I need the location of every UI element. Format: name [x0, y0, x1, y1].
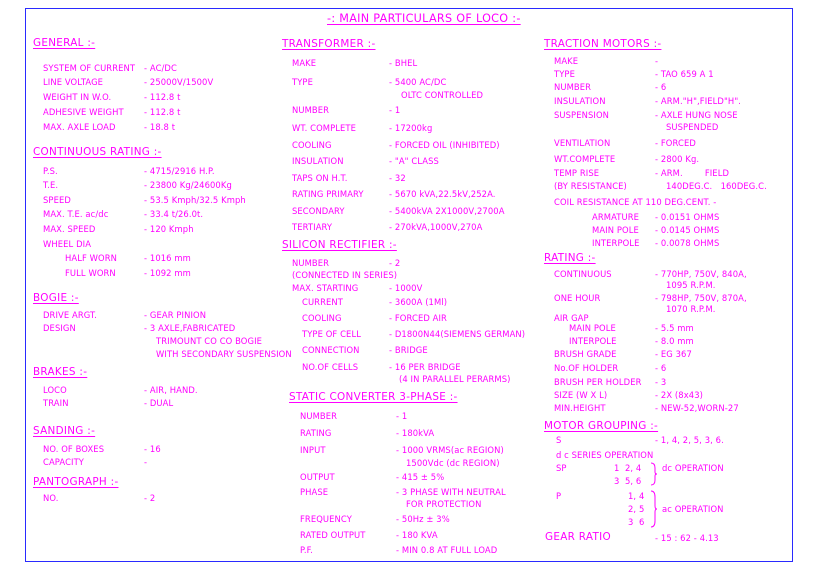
rating-value: - 770HP, 750V, 840A,	[655, 269, 747, 279]
sanding-heading: SANDING :-	[33, 425, 96, 437]
rating-value: - EG 367	[655, 349, 692, 359]
bogie-value: TRIMOUNT CO CO BOGIE	[156, 336, 263, 346]
coil-label: MAIN POLE	[592, 225, 639, 235]
general-label: SYSTEM OF CURRENT	[43, 63, 136, 73]
rating-value: - 3	[655, 377, 667, 387]
transformer-label: TYPE	[292, 77, 313, 87]
transformer-label: SECONDARY	[292, 206, 345, 216]
grouping-p-label: P	[556, 491, 562, 501]
rating-label: ONE HOUR	[554, 293, 601, 303]
transformer-label: WT. COMPLETE	[292, 123, 357, 133]
brakes-label: TRAIN	[43, 398, 69, 408]
transformer-value: - FORCED OIL (INHIBITED)	[389, 140, 500, 150]
transformer-value: - 1	[389, 105, 401, 115]
traction-value: - 6	[655, 82, 667, 92]
rating-value: - 8.0 mm	[655, 336, 694, 346]
converter-label: RATED OUTPUT	[300, 530, 366, 540]
transformer-value: - 5400 AC/DC	[389, 77, 447, 87]
general-value: - 112.8 t	[144, 107, 181, 117]
rectifier-label: COOLING	[302, 313, 342, 323]
transformer-value: - "A" CLASS	[389, 156, 439, 166]
coil-value: - 0.0151 OHMS	[655, 212, 720, 222]
continuous-rating-label: T.E.	[43, 180, 59, 190]
continuous-rating-value: - 120 Kmph	[144, 224, 194, 234]
bogie-value: WITH SECONDARY SUSPENSION	[156, 349, 292, 359]
rating-label: SIZE (W X L)	[554, 390, 608, 400]
rating-label: MIN.HEIGHT	[554, 403, 606, 413]
converter-label: PHASE	[300, 487, 329, 497]
converter-label: NUMBER	[300, 411, 338, 421]
rectifier-label: TYPE OF CELL	[302, 329, 361, 339]
continuous-rating-heading: CONTINUOUS RATING :-	[33, 146, 162, 158]
general-value: - AC/DC	[144, 63, 177, 73]
p-operation-label: ac OPERATION	[662, 504, 724, 514]
continuous-rating-label: SPEED	[43, 195, 71, 205]
traction-label: NUMBER	[554, 82, 592, 92]
transformer-value: - BHEL	[389, 58, 418, 68]
continuous-rating-value: - 4715/2916 H.P.	[144, 166, 215, 176]
sp-operation-label: dc OPERATION	[662, 463, 724, 473]
bogie-heading: BOGIE :-	[33, 292, 79, 304]
general-label: WEIGHT IN W.O.	[43, 92, 112, 102]
coil-resistance-label: COIL RESISTANCE AT 110 DEG.CENT. -	[554, 197, 717, 207]
coil-label: INTERPOLE	[592, 238, 640, 248]
rectifier-label: CONNECTION	[302, 345, 360, 355]
wheel-dia-label: WHEEL DIA	[43, 239, 92, 249]
continuous-rating-label: MAX. T.E. ac/dc	[43, 209, 109, 219]
converter-value: - MIN 0.8 AT FULL LOAD	[396, 545, 498, 555]
traction-value: - 2800 Kg.	[655, 154, 700, 164]
rectifier-value: (4 IN PARALLEL PERARMS)	[399, 374, 511, 384]
traction-label: TYPE	[554, 69, 575, 79]
rating-label: CONTINUOUS	[554, 269, 612, 279]
converter-value: - 1000 VRMS(ac REGION)	[396, 445, 504, 455]
continuous-rating-value: - 53.5 Kmph/32.5 Kmph	[144, 195, 246, 205]
traction-value: SUSPENDED	[666, 122, 719, 132]
rating-value: 1070 R.P.M.	[666, 304, 716, 314]
rectifier-value: - D1800N44(SIEMENS GERMAN)	[389, 329, 526, 339]
rating-value: - 6	[655, 363, 667, 373]
pantograph-value: - 2	[144, 493, 156, 503]
converter-label: RATING	[300, 428, 332, 438]
rating-label: MAIN POLE	[569, 323, 616, 333]
converter-value: - 3 PHASE WITH NEUTRAL	[396, 487, 506, 497]
traction-label: INSULATION	[554, 96, 606, 106]
silicon-rectifier-heading: SILICON RECTIFIER :-	[282, 239, 397, 251]
rectifier-label: (CONNECTED IN SERIES)	[292, 270, 398, 280]
coil-value: - 0.0145 OHMS	[655, 225, 720, 235]
converter-label: INPUT	[300, 445, 326, 455]
grouping-p-line: 1, 4	[628, 491, 645, 501]
rating-value: - 2X (8x43)	[655, 390, 703, 400]
grouping-sp-line: 3 5, 6	[614, 476, 642, 486]
rectifier-label: CURRENT	[302, 297, 343, 307]
pantograph-heading: PANTOGRAPH :-	[33, 476, 119, 488]
transformer-value: - 5670 kVA,22.5kV,252A.	[389, 189, 496, 199]
continuous-rating-value: - 33.4 t/26.0t.	[144, 209, 204, 219]
rectifier-label: NUMBER	[292, 258, 330, 268]
converter-label: OUTPUT	[300, 472, 335, 482]
transformer-value: - 17200kg	[389, 123, 433, 133]
bogie-value: - GEAR PINION	[144, 310, 207, 320]
rating-value: - 798HP, 750V, 870A,	[655, 293, 747, 303]
wheel-dia-label: FULL WORN	[65, 268, 116, 278]
rectifier-label: MAX. STARTING	[292, 283, 359, 293]
traction-value: - FORCED	[655, 138, 696, 148]
wheel-dia-value: - 1092 mm	[144, 268, 191, 278]
grouping-sp-label: SP	[556, 463, 567, 473]
sp-brace	[650, 462, 658, 486]
general-label: MAX. AXLE LOAD	[43, 122, 116, 132]
wheel-dia-value: - 1016 mm	[144, 253, 191, 263]
pantograph-label: NO.	[43, 493, 59, 503]
brakes-value: - AIR, HAND.	[144, 385, 198, 395]
grouping-s-value: - 1, 4, 2, 5, 3, 6.	[655, 435, 724, 445]
converter-label: P.F.	[300, 545, 313, 555]
sanding-label: NO. OF BOXES	[43, 444, 105, 454]
brakes-heading: BRAKES :-	[33, 366, 88, 378]
transformer-value: - 270kVA,1000V,270A	[389, 222, 483, 232]
converter-value: - 415 ± 5%	[396, 472, 445, 482]
sanding-value: - 16	[144, 444, 161, 454]
traction-value: - TAO 659 A 1	[655, 69, 714, 79]
page-title: -: MAIN PARTICULARS OF LOCO :-	[327, 12, 521, 25]
general-value: - 18.8 t	[144, 122, 176, 132]
grouping-p-line: 3 6	[628, 517, 645, 527]
traction-value: -	[655, 56, 659, 66]
motor-grouping-heading: MOTOR GROUPING :-	[544, 420, 659, 432]
transformer-value: OLTC CONTROLLED	[401, 90, 484, 100]
bogie-label: DESIGN	[43, 323, 76, 333]
rating-value: - 5.5 mm	[655, 323, 694, 333]
rating-label: BRUSH PER HOLDER	[554, 377, 642, 387]
traction-label: VENTILATION	[554, 138, 611, 148]
general-heading: GENERAL :-	[33, 37, 96, 49]
static-converter-heading: STATIC CONVERTER 3-PHASE :-	[289, 391, 458, 403]
transformer-label: MAKE	[292, 58, 317, 68]
general-label: LINE VOLTAGE	[43, 77, 104, 87]
coil-value: - 0.0078 OHMS	[655, 238, 720, 248]
traction-value: - AXLE HUNG NOSE	[655, 110, 738, 120]
continuous-rating-label: P.S.	[43, 166, 58, 176]
gear-ratio-value: - 15 : 62 - 4.13	[655, 533, 719, 543]
rating-label: No.OF HOLDER	[554, 363, 619, 373]
sanding-value: -	[144, 457, 148, 467]
rating-value: - NEW-52,WORN-27	[655, 403, 739, 413]
bogie-value: - 3 AXLE,FABRICATED	[144, 323, 236, 333]
rating-heading: RATING :-	[544, 252, 596, 264]
rectifier-value: - BRIDGE	[389, 345, 428, 355]
traction-value: 140DEG.C. 160DEG.C.	[666, 181, 767, 191]
transformer-label: RATING PRIMARY	[292, 189, 364, 199]
converter-value: - 50Hz ± 3%	[396, 514, 450, 524]
transformer-label: TERTIARY	[292, 222, 333, 232]
traction-label: MAKE	[554, 56, 579, 66]
rectifier-value: - 16 PER BRIDGE	[389, 362, 461, 372]
rectifier-value: - FORCED AIR	[389, 313, 447, 323]
rectifier-value: - 1000V	[389, 283, 423, 293]
general-value: - 25000V/1500V	[144, 77, 214, 87]
grouping-p-line: 2, 5	[628, 504, 645, 514]
coil-label: ARMATURE	[592, 212, 640, 222]
general-value: - 112.8 t	[144, 92, 181, 102]
rating-label: BRUSH GRADE	[554, 349, 617, 359]
gear-ratio-heading: GEAR RATIO	[545, 531, 611, 543]
grouping-s-label: S	[556, 435, 562, 445]
general-label: ADHESIVE WEIGHT	[43, 107, 124, 117]
converter-value: 1500Vdc (dc REGION)	[406, 458, 500, 468]
converter-value: - 1	[396, 411, 408, 421]
continuous-rating-label: MAX. SPEED	[43, 224, 96, 234]
rating-label: INTERPOLE	[569, 336, 617, 346]
rating-value: 1095 R.P.M.	[666, 280, 716, 290]
traction-label: SUSPENSION	[554, 110, 610, 120]
traction-value: - ARM. FIELD	[655, 168, 730, 178]
continuous-rating-value: - 23800 Kg/24600Kg	[144, 180, 232, 190]
grouping-sp-line: 1 2, 4	[614, 463, 642, 473]
transformer-value: - 5400kVA 2X1000V,2700A	[389, 206, 505, 216]
transformer-value: - 32	[389, 173, 406, 183]
traction-label: TEMP RISE	[554, 168, 600, 178]
traction-motors-heading: TRACTION MOTORS :-	[544, 38, 662, 50]
transformer-label: INSULATION	[292, 156, 344, 166]
converter-value: - 180 KVA	[396, 530, 438, 540]
transformer-heading: TRANSFORMER :-	[282, 38, 376, 50]
converter-label: FREQUENCY	[300, 514, 352, 524]
p-brace	[650, 490, 658, 528]
bogie-label: DRIVE ARGT.	[43, 310, 98, 320]
brakes-label: LOCO	[43, 385, 67, 395]
dc-series-label: d c SERIES OPERATION	[556, 450, 654, 460]
transformer-label: NUMBER	[292, 105, 330, 115]
rectifier-value: - 2	[389, 258, 401, 268]
transformer-label: COOLING	[292, 140, 332, 150]
wheel-dia-label: HALF WORN	[65, 253, 118, 263]
transformer-label: TAPS ON H.T.	[292, 173, 348, 183]
converter-value: FOR PROTECTION	[406, 499, 482, 509]
rectifier-label: NO.OF CELLS	[302, 362, 359, 372]
brakes-value: - DUAL	[144, 398, 174, 408]
rectifier-value: - 3600A (1Ml)	[389, 297, 448, 307]
traction-value: - ARM."H",FIELD"H".	[655, 96, 742, 106]
traction-label: WT.COMPLETE	[554, 154, 616, 164]
converter-value: - 180kVA	[396, 428, 435, 438]
rating-label: AIR GAP	[554, 313, 589, 323]
traction-label: (BY RESISTANCE)	[554, 181, 627, 191]
sanding-label: CAPACITY	[43, 457, 85, 467]
